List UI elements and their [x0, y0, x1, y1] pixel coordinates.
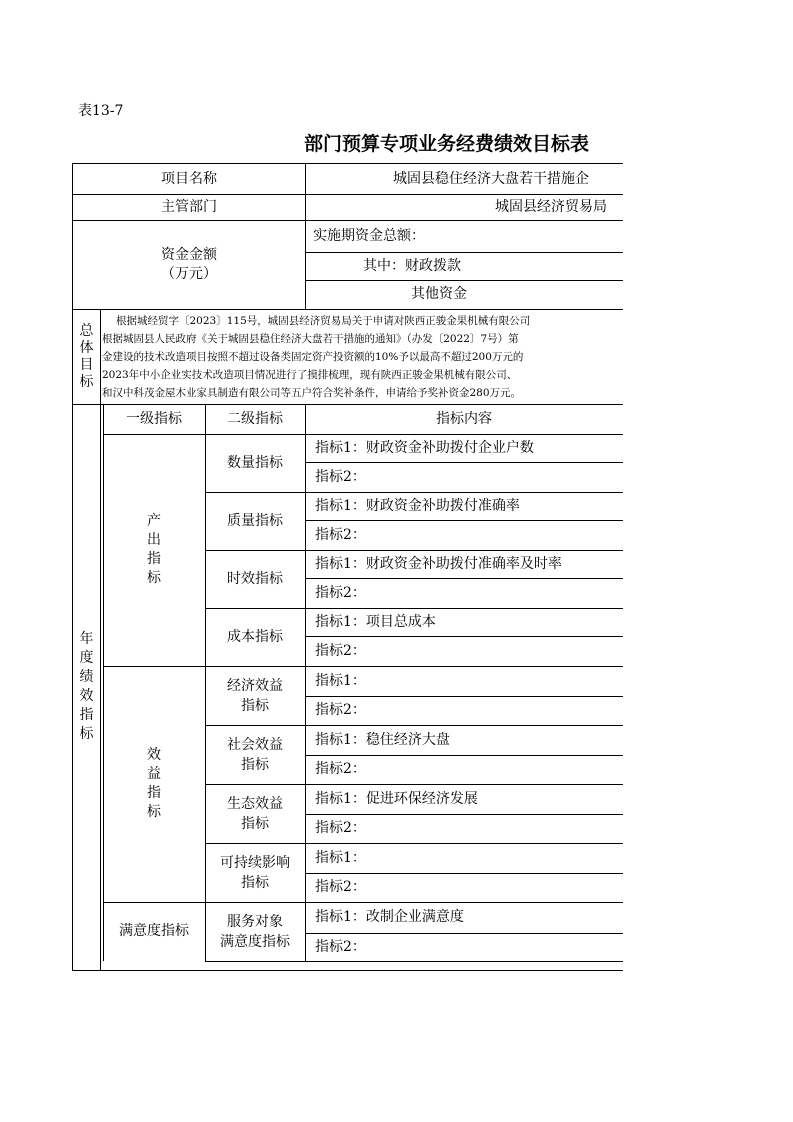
indicator-group-name [205, 434, 305, 492]
output-label-char: 产 [147, 513, 161, 529]
output-label-char: 指 [147, 551, 161, 567]
indicator-2: 指标2： [315, 938, 366, 955]
indicator-group-name [205, 843, 305, 902]
performance-table [72, 163, 623, 971]
indicator-group-name [205, 784, 305, 843]
annual-label-char: 度 [79, 650, 94, 666]
output-indicator-label [103, 434, 205, 666]
benefit-label-char: 指 [147, 785, 161, 801]
indicator-2: 指标2： [315, 761, 366, 778]
col-level1-header: 一级指标 [126, 410, 182, 427]
grid-line [205, 404, 206, 961]
indicator-2: 指标2： [315, 468, 366, 485]
dept-label: 主管部门 [161, 198, 217, 215]
indicator-group-name-line: 质量指标 [227, 513, 283, 529]
indicator-2: 指标2： [315, 584, 366, 601]
annual-label-char: 年 [79, 631, 94, 647]
annual-label-char: 标 [79, 726, 94, 742]
indicator-1: 指标1：改制企业满意度 [315, 909, 464, 926]
annual-label-char: 绩 [79, 669, 94, 685]
indicator-group-name [205, 902, 305, 961]
goal-label-char: 体 [79, 339, 94, 356]
benefit-label-char: 效 [147, 747, 161, 763]
output-label-char: 出 [147, 532, 161, 548]
funds-other: 其他资金 [411, 286, 467, 303]
indicator-grid [73, 164, 623, 970]
indicator-group-name-line: 指标 [241, 815, 269, 832]
indicator-2: 指标2： [315, 642, 366, 659]
satisfaction-indicator-label: 满意度指标 [119, 923, 189, 940]
funds-label-line2: （万元） [161, 265, 217, 282]
goal-label-char: 标 [79, 373, 94, 390]
col-level2-header: 二级指标 [227, 410, 283, 427]
indicator-2: 指标2： [315, 702, 366, 719]
indicator-group-name-line: 可持续影响 [220, 854, 290, 871]
indicator-1: 指标1：稳住经济大盘 [315, 731, 450, 748]
indicator-group-name-line: 成本指标 [227, 629, 283, 645]
table-number: 表13-7 [78, 103, 124, 119]
indicator-group-name [205, 608, 305, 666]
benefit-label-char: 益 [147, 766, 161, 782]
benefit-label-char: 标 [147, 804, 161, 820]
funds-total: 实施期资金总额： [313, 227, 425, 244]
grid-line [205, 961, 623, 962]
funds-fiscal: 其中：财政拨款 [363, 257, 461, 274]
annual-label-char: 指 [79, 707, 94, 723]
indicator-1: 指标1：财政资金补助拨付准确率 [315, 497, 520, 514]
annual-label-char: 效 [79, 688, 94, 704]
indicator-group-name [205, 666, 305, 725]
goal-line: 2023年中小企业实技术改造项目情况进行了摸排梳理，现有陕西正骏金果机械有限公司、 [102, 369, 518, 381]
indicator-2: 指标2： [315, 820, 366, 837]
col-content-header: 指标内容 [436, 410, 492, 427]
indicator-1: 指标1：促进环保经济发展 [315, 790, 478, 807]
indicator-group-name-line: 时效指标 [227, 571, 283, 587]
indicator-group-name-line: 服务对象 [227, 913, 283, 930]
indicator-group-name [205, 725, 305, 784]
page-title: 部门预算专项业务经费绩效目标表 [303, 133, 589, 155]
indicator-1: 指标1： [315, 849, 366, 866]
indicator-2: 指标2： [315, 879, 366, 896]
indicator-1: 指标1：项目总成本 [315, 613, 436, 630]
indicator-group-name-line: 指标 [241, 756, 269, 773]
indicator-1: 指标1：财政资金补助拨付准确率及时率 [315, 555, 562, 572]
indicator-group-name-line: 生态效益 [227, 795, 283, 812]
output-label-char: 标 [147, 570, 161, 586]
goal-line: 根据城固县人民政府《关于城固县稳住经济大盘若干措施的通知》（办发〔2022〕7号）第 [102, 333, 519, 345]
project-name-label: 项目名称 [161, 170, 217, 187]
dept-value: 城固县经济贸易局 [495, 198, 607, 215]
goal-label-char: 总 [79, 322, 94, 339]
grid-line [305, 404, 306, 961]
project-name-value: 城固县稳住经济大盘若干措施企 [393, 170, 589, 187]
indicator-group-name-line: 社会效益 [227, 736, 283, 753]
funds-label-line1: 资金金额 [161, 247, 217, 264]
indicator-group-name [205, 550, 305, 608]
goal-line: 根据城经贸字〔2023〕115号，城固县经济贸易局关于申请对陕西正骏金果机械有限公司 [116, 315, 531, 327]
indicator-1: 指标1：财政资金补助拨付企业户数 [315, 439, 534, 456]
indicator-group-name [205, 492, 305, 550]
goal-label-char: 目 [79, 356, 94, 373]
indicator-2: 指标2： [315, 526, 366, 543]
indicator-group-name-line: 经济效益 [227, 677, 283, 694]
indicator-group-name-line: 指标 [241, 697, 269, 714]
benefit-indicator-label [103, 666, 205, 902]
goal-line: 金建设的技术改造项目按照不超过设备类固定资产投资额的10%予以最高不超过200万元的 [102, 351, 524, 363]
indicator-group-name-line: 数量指标 [227, 455, 283, 471]
indicator-group-name-line: 满意度指标 [220, 933, 290, 950]
goal-line: 和汉中科茂金屋木业家具制造有限公司等五户符合奖补条件，申请给予奖补资金280万元。 [102, 387, 522, 399]
indicator-1: 指标1： [315, 672, 366, 689]
indicator-group-name-line: 指标 [241, 874, 269, 891]
